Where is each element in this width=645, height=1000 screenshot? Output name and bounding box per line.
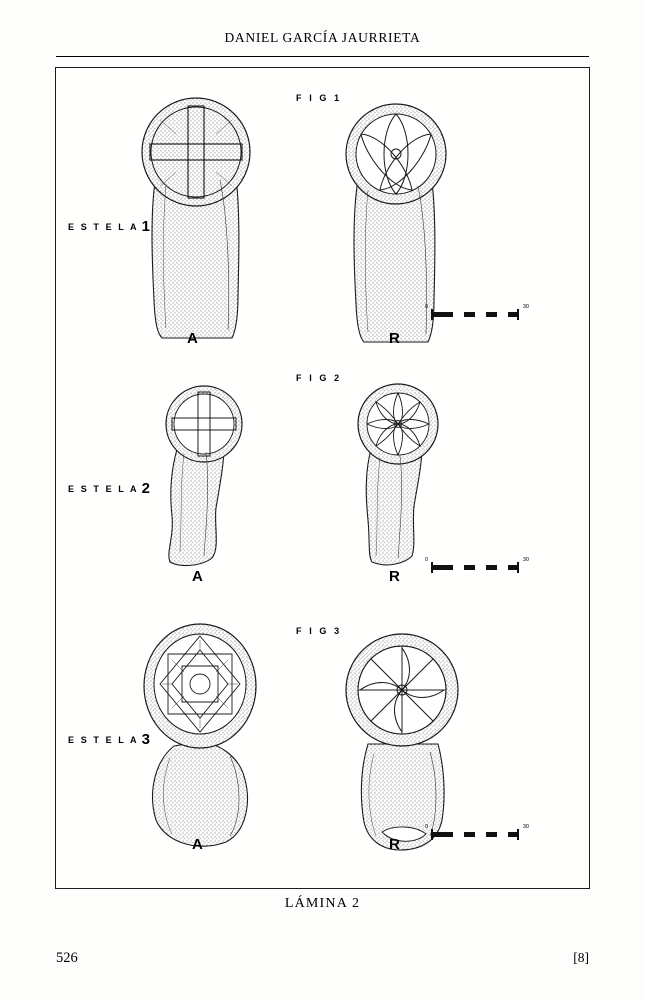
scale-seg bbox=[475, 832, 486, 837]
scale-seg bbox=[453, 312, 464, 317]
running-head: DANIEL GARCÍA JAURRIETA bbox=[224, 30, 421, 45]
stela-1-face-a-drawing bbox=[136, 90, 266, 340]
row-number: 2 bbox=[141, 480, 150, 497]
figure-label-2: F I G 2 bbox=[296, 373, 342, 383]
row-label-estela-2 bbox=[68, 480, 150, 497]
row-number: 1 bbox=[141, 218, 150, 235]
scale-label-start: 0 bbox=[425, 824, 429, 830]
scale-label-start: 0 bbox=[425, 557, 429, 563]
scale-seg bbox=[497, 565, 508, 570]
plate-frame bbox=[55, 67, 590, 889]
scale-tick-end bbox=[517, 829, 519, 840]
scale-label-end: 30 bbox=[522, 824, 529, 830]
stela-1-face-a-label: A bbox=[187, 330, 199, 347]
scale-label-end: 30 bbox=[522, 304, 529, 310]
row-number: 3 bbox=[141, 731, 150, 748]
scale-label-end: 30 bbox=[522, 557, 529, 563]
signature-mark: [8] bbox=[573, 950, 589, 965]
scale-tick-end bbox=[517, 562, 519, 573]
stela-3-face-a-drawing bbox=[134, 616, 274, 856]
scale-seg bbox=[453, 832, 464, 837]
stela-2-face-r-label: R bbox=[389, 568, 401, 585]
stela-2-face-a-drawing bbox=[146, 380, 266, 570]
stela-3-face-r-label: R bbox=[389, 836, 401, 853]
scale-bar-3 bbox=[425, 824, 529, 840]
row-label-text: E S T E L A bbox=[68, 484, 139, 494]
row-label-text: E S T E L A bbox=[68, 222, 139, 232]
stela-2-face-r-drawing bbox=[342, 380, 462, 570]
scale-label-start: 0 bbox=[425, 304, 429, 310]
stela-3-face-a-label: A bbox=[192, 836, 204, 853]
scale-seg bbox=[475, 565, 486, 570]
stela-1-face-r-label: R bbox=[389, 330, 401, 347]
figure-label-1: F I G 1 bbox=[296, 93, 342, 103]
scale-tick-end bbox=[517, 309, 519, 320]
header-rule bbox=[56, 56, 589, 57]
scale-tick-start bbox=[431, 309, 433, 320]
scale-seg bbox=[453, 565, 464, 570]
scale-tick-start bbox=[431, 562, 433, 573]
scale-tick-start bbox=[431, 829, 433, 840]
plate-caption: LÁMINA 2 bbox=[284, 896, 361, 911]
scale-bar-2 bbox=[425, 557, 529, 573]
stela-2-face-a-label: A bbox=[192, 568, 204, 585]
stela-1-face-r-drawing bbox=[336, 98, 466, 343]
scale-bar-1 bbox=[425, 304, 529, 320]
figure-label-3: F I G 3 bbox=[296, 626, 342, 636]
scale-seg bbox=[497, 312, 508, 317]
scale-seg bbox=[475, 312, 486, 317]
page-number: 526 bbox=[56, 950, 78, 966]
scale-seg bbox=[497, 832, 508, 837]
row-label-text: E S T E L A bbox=[68, 735, 139, 745]
